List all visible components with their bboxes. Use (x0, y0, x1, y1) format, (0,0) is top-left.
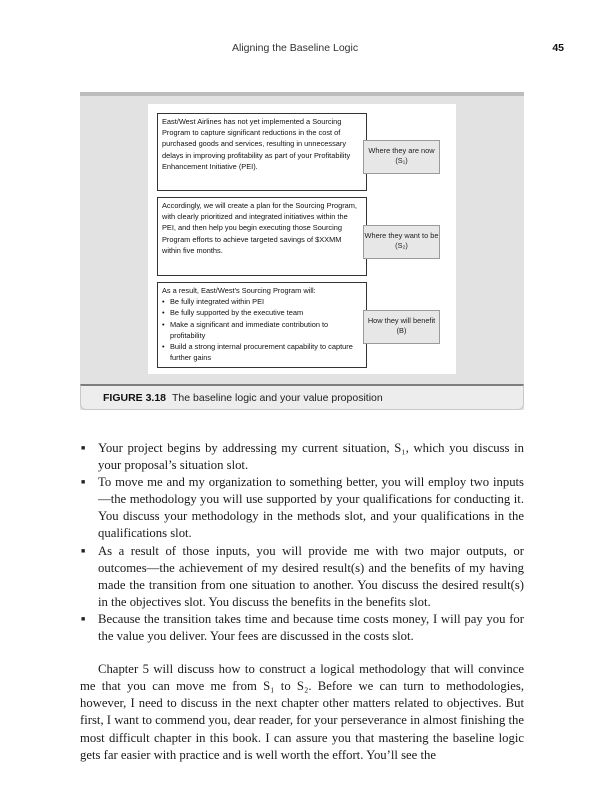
benefit-item: • Be fully supported by the executive team (162, 307, 362, 318)
figure-label: FIGURE 3.18 (103, 392, 167, 404)
body-bullet-list (80, 440, 524, 645)
benefit-item: • Be fully integrated within PEI (162, 296, 362, 307)
body-bullet: ■ To move me and my organization to something better, you will employ two inputs—the methodology you will use supported by your qualifications for conducting it. You discuss your methodology in the methods slot, and your qualifications in the qualifications slot. (80, 474, 524, 542)
figure-caption-text: The baseline logic and your value proposition (172, 392, 383, 404)
body-text (80, 440, 524, 764)
situation-text: East/West Airlines has not yet implemented a Sourcing Program to capture significant reductions in the cost of purchased goods and services, resulting in unnecessary delays in improving profitability as part of your Profitability Enhancement Initiative (PEI). (162, 117, 351, 171)
where-they-are-label: Where they are now (S₁) (363, 140, 440, 174)
benefit-item: • Build a strong internal procurement capability to capture further gains (162, 341, 362, 363)
situation-box (157, 113, 367, 191)
benefit-item: • Make a significant and immediate contribution to profitability (162, 319, 362, 341)
running-head (0, 42, 602, 58)
benefits-box (157, 282, 367, 368)
running-title: Aligning the Baseline Logic (232, 42, 359, 54)
body-bullet: ■ Your project begins by addressing my current situation, S₁, which you discuss in your proposal’s situation slot. (80, 440, 524, 474)
benefits-intro: As a result, East/West's Sourcing Program will: (162, 286, 316, 295)
benefits-list (162, 296, 362, 363)
body-paragraph: Chapter 5 will discuss how to construct a logical methodology that will convince me that you can move me from S₁ to S₂. Before we can turn to methodologies, however, I need to discuss in the next chapter other matters related to objectives. But first, I want to commend you, dear reader, for your perseverance in almost finishing the most difficult chapter in this book. I can assure you that mastering the baseline logic gets far easier with practice and is well worth the effort. You’ll see the (80, 662, 524, 762)
where-they-want-label: Where they want to be (S₂) (363, 225, 440, 259)
figure-caption (80, 384, 524, 410)
how-they-benefit-label: How they will benefit (B) (363, 310, 440, 344)
page-number: 45 (552, 42, 564, 54)
body-bullet: ■ Because the transition takes time and because time costs money, I will pay you for the value you deliver. Your fees are discussed in the costs slot. (80, 611, 524, 645)
objective-text: Accordingly, we will create a plan for the Sourcing Program, with clearly prioritized and integrated initiatives within the PEI, and then help you begin executing those Sourcing Program efforts to achieve targeted savings of $XXMM within five months. (162, 201, 357, 255)
objective-box (157, 197, 367, 276)
body-bullet: ■ As a result of those inputs, you will provide me with two major outputs, or outcomes—the achievement of my desired result(s) and the benefits of my having made the transition from one situation to another. You discuss the desired result(s) in the objectives slot. You discuss the benefits in the benefits slot. (80, 543, 524, 611)
